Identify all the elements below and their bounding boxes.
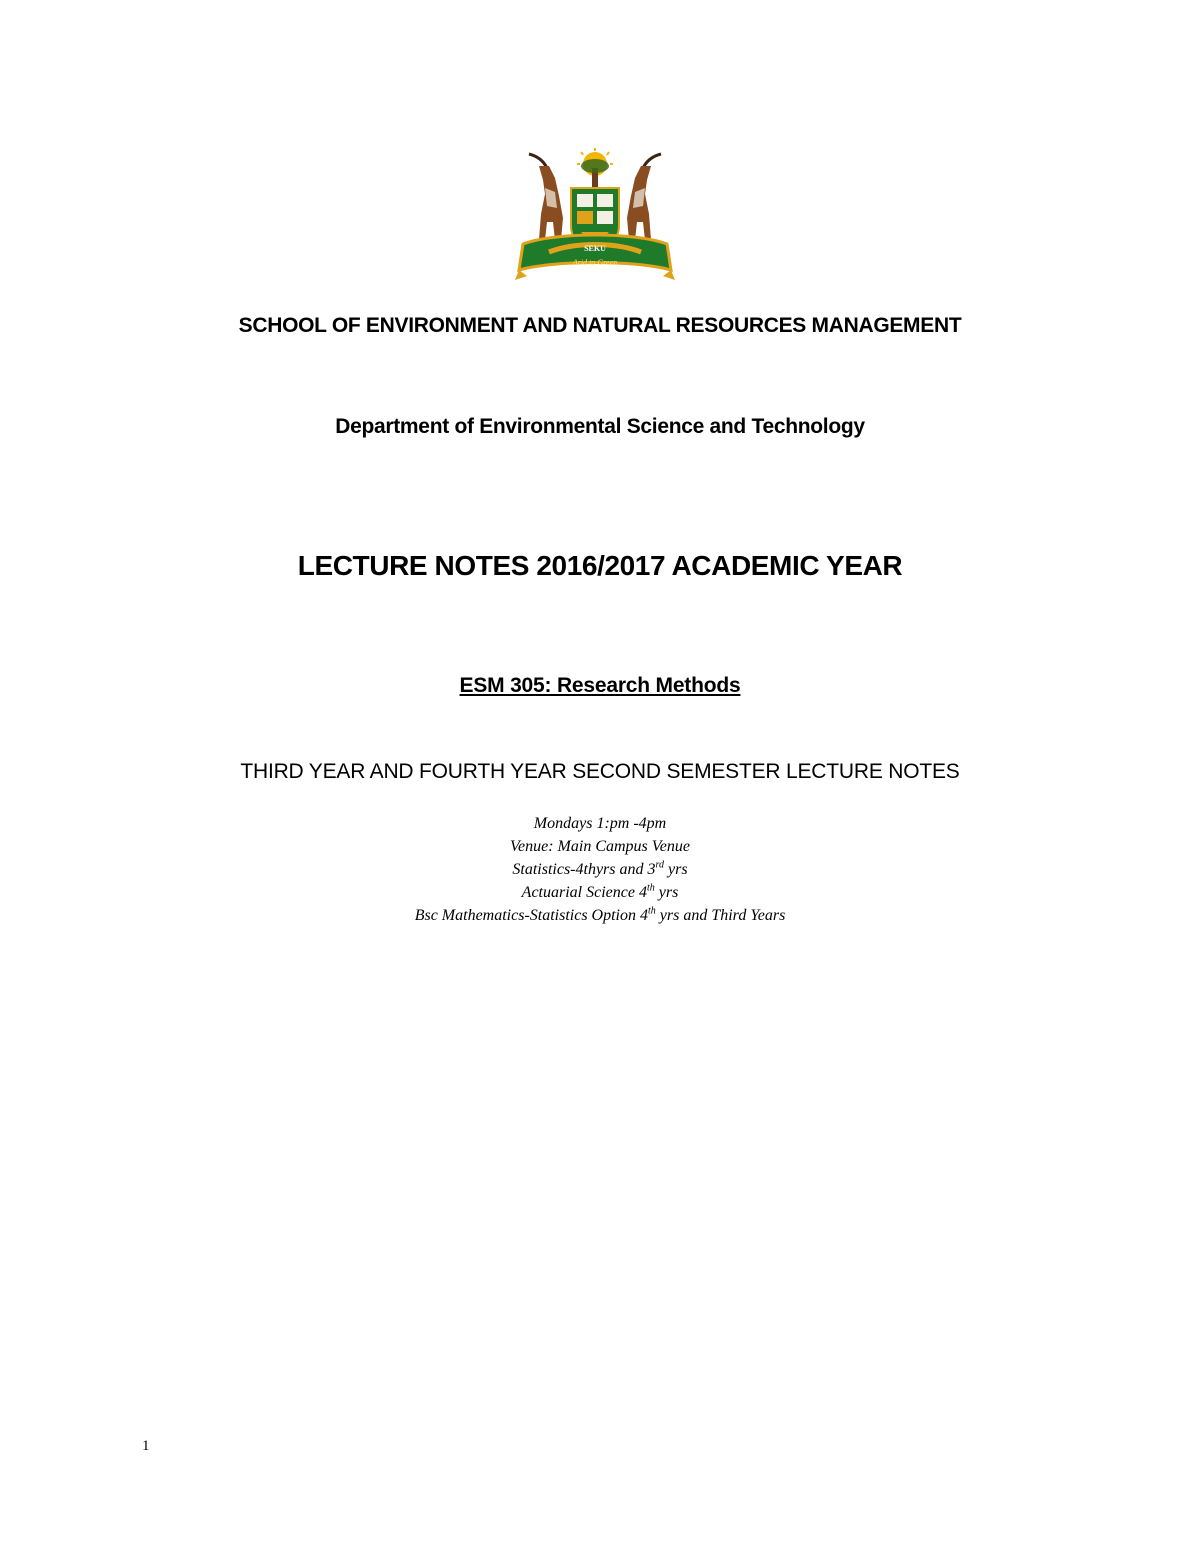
right-antelope-icon [627,154,661,240]
semester-heading: THIRD YEAR AND FOURTH YEAR SECOND SEMESTER LECTURE NOTES [240,760,960,783]
course-details [0,812,1200,927]
left-antelope-icon [529,154,563,240]
tree-icon [581,159,609,190]
schedule-line: Mondays 1:pm -4pm [533,815,667,832]
motto-text: Arid to Green [572,258,618,267]
banner-text: SEKU [584,244,606,253]
actuarial-line: Actuarial Science 4th yrs [521,882,679,901]
bsc-line: Bsc Mathematics-Statistics Option 4th yrs and Third Years [414,905,786,924]
department-heading: Department of Environmental Science and Technology [335,415,865,438]
university-logo [515,148,675,286]
page-number: 1 [142,1438,150,1454]
course-title: ESM 305: Research Methods [459,674,741,697]
lecture-notes-title: LECTURE NOTES 2016/2017 ACADEMIC YEAR [297,550,903,581]
school-heading: SCHOOL OF ENVIRONMENT AND NATURAL RESOURCES MANAGEMENT [238,314,962,337]
statistics-line: Statistics-4thyrs and 3rd yrs [512,859,688,878]
venue-line: Venue: Main Campus Venue [510,838,690,855]
